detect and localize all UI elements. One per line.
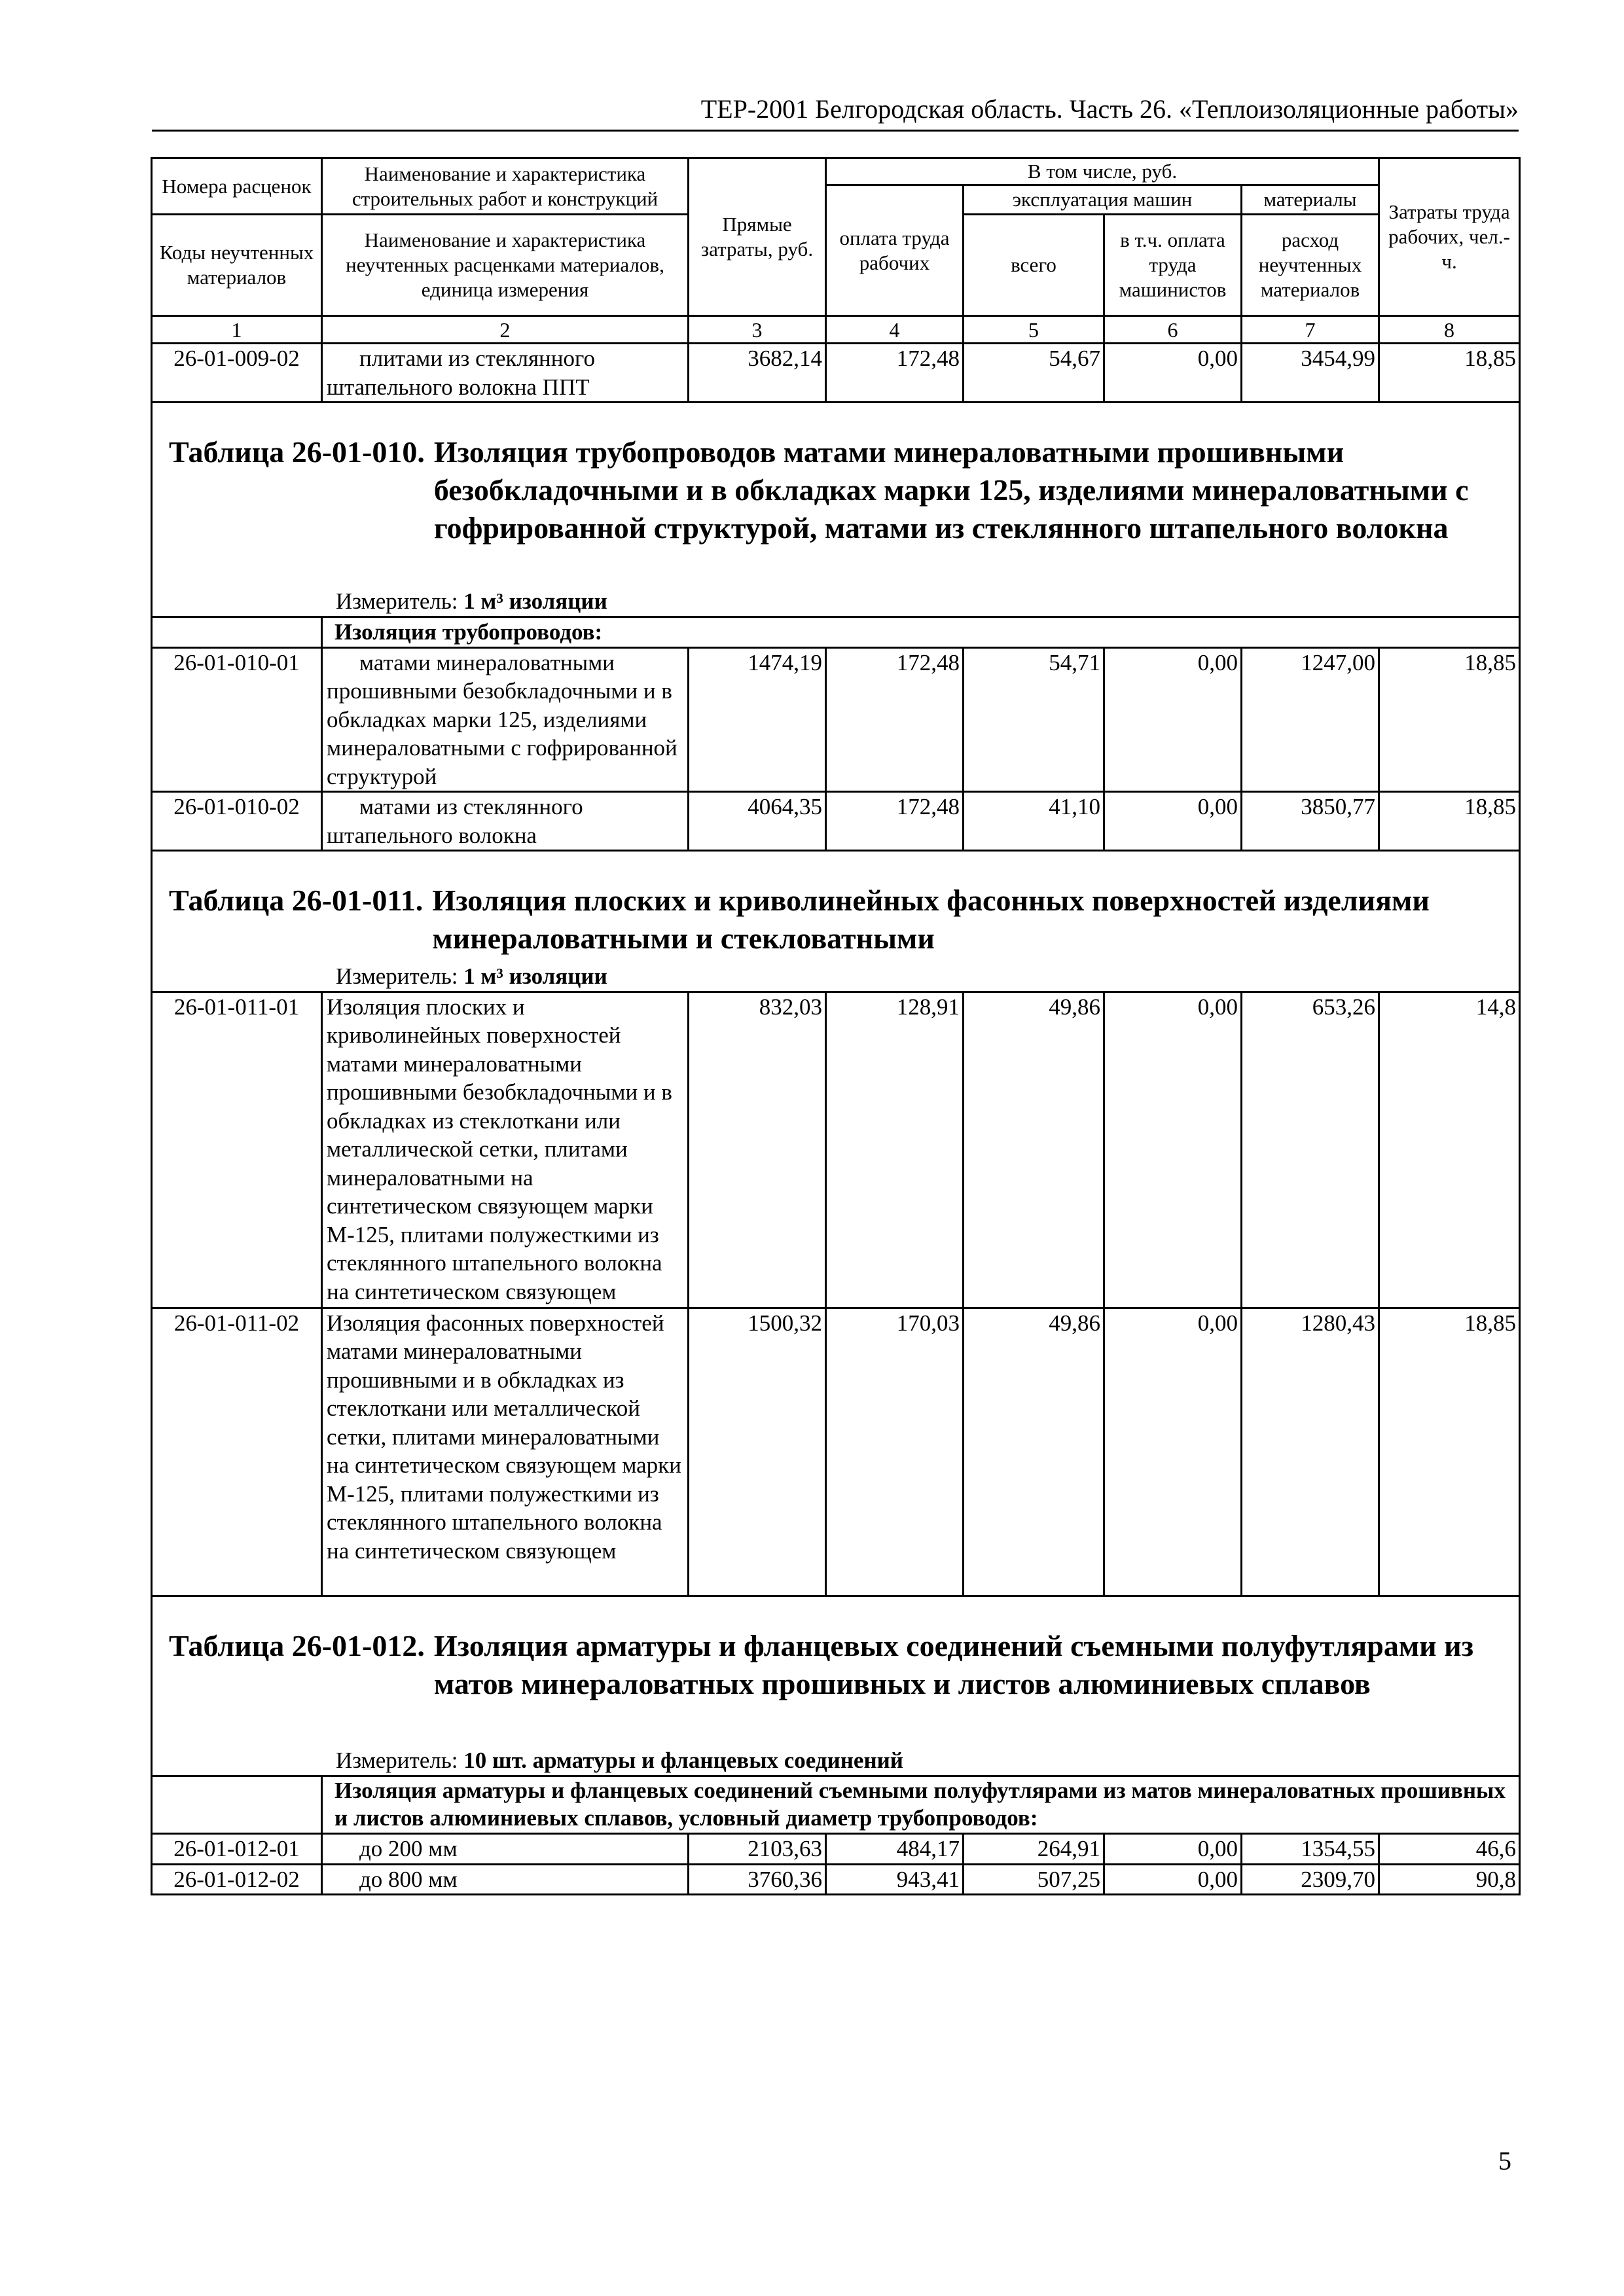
unit-value: 10 шт. арматуры и фланцевых соединений	[463, 1748, 903, 1773]
header-machines: эксплуатация машин	[964, 185, 1242, 215]
machinists-pay-value: 0,00	[1104, 1834, 1242, 1865]
machinists-pay-value: 0,00	[1104, 992, 1242, 1308]
column-number: 5	[964, 316, 1104, 344]
labor-cost-value: 18,85	[1379, 344, 1520, 403]
unit-label: Измеритель:	[336, 588, 458, 614]
machines-value: 49,86	[964, 1308, 1104, 1596]
labor-pay-value: 170,03	[826, 1308, 964, 1596]
table-row	[152, 647, 1520, 792]
machines-value: 41,10	[964, 792, 1104, 851]
machines-value: 54,67	[964, 344, 1104, 403]
header-materials: материалы	[1242, 185, 1379, 215]
table-number: Таблица 26-01-012.	[169, 1628, 425, 1662]
header-direct-costs: Прямые затраты, руб.	[689, 158, 826, 316]
header-name-top: Наименование и характеристика строительных работ и конструкций	[322, 158, 689, 215]
header-labor-cost: Затраты труда рабочих, чел.-ч.	[1379, 158, 1520, 316]
machines-value: 54,71	[964, 647, 1104, 792]
column-number: 8	[1379, 316, 1520, 344]
direct-costs-value: 3760,36	[689, 1864, 826, 1895]
table-description: Изоляция трубопроводов матами минераловатными прошивными безобкладочными и в обкладках марки 125, изделиями минераловатными с гофрированной структурой, матами из стеклянного штапельного волокна	[433, 435, 1469, 545]
labor-cost-value: 46,6	[1379, 1834, 1520, 1865]
labor-pay-value: 943,41	[826, 1864, 964, 1895]
table-number: Таблица 26-01-011.	[169, 884, 424, 917]
table-010-unit	[152, 587, 1520, 617]
labor-cost-value: 18,85	[1379, 1308, 1520, 1596]
rate-code: 26-01-010-02	[152, 792, 322, 851]
table-row	[152, 1834, 1520, 1865]
table-number: Таблица 26-01-010.	[169, 435, 425, 469]
unit-value: 1 м³ изоляции	[463, 963, 607, 989]
table-description: Изоляция плоских и криволинейных фасонных поверхностей изделиями минераловатными и стекловатными	[432, 884, 1430, 955]
header-materials-use: расход неучтенных материалов	[1242, 215, 1379, 316]
unit-label: Измеритель:	[336, 963, 458, 989]
header-rule	[152, 130, 1519, 132]
section-heading: Изоляция арматуры и фланцевых соединений съемными полуфутлярами из матов минераловатных прошивных и листов алюминиевых сплавов, условный диаметр трубопроводов:	[322, 1776, 1520, 1834]
machines-value: 264,91	[964, 1834, 1104, 1865]
materials-value: 653,26	[1242, 992, 1379, 1308]
rate-name: матами минераловатными прошивными безобкладочными и в обкладках марки 125, изделиями минераловатными с гофрированной структурой	[322, 647, 689, 792]
column-number: 6	[1104, 316, 1242, 344]
rate-name: до 800 мм	[322, 1864, 689, 1895]
table-012-unit	[152, 1746, 1520, 1776]
machinists-pay-value: 0,00	[1104, 647, 1242, 792]
rates-table	[151, 157, 1521, 1895]
machinists-pay-value: 0,00	[1104, 792, 1242, 851]
table-011-unit	[152, 962, 1520, 992]
header-code-top: Номера расценок	[152, 158, 322, 215]
column-number: 7	[1242, 316, 1379, 344]
running-header: ТЕР-2001 Белгородская область. Часть 26. «Теплоизоляционные работы»	[700, 94, 1519, 124]
materials-value: 2309,70	[1242, 1864, 1379, 1895]
machines-value: 49,86	[964, 992, 1104, 1308]
labor-pay-value: 484,17	[826, 1834, 964, 1865]
table-row	[152, 792, 1520, 851]
column-number: 1	[152, 316, 322, 344]
rate-code: 26-01-012-01	[152, 1834, 322, 1865]
column-number: 2	[322, 316, 689, 344]
table-010-title	[152, 403, 1520, 587]
labor-cost-value: 18,85	[1379, 647, 1520, 792]
header-machinists-pay: в т.ч. оплата труда машинистов	[1104, 215, 1242, 316]
rate-code: 26-01-012-02	[152, 1864, 322, 1895]
direct-costs-value: 3682,14	[689, 344, 826, 403]
rate-name: матами из стеклянного штапельного волокна	[322, 792, 689, 851]
rate-name: до 200 мм	[322, 1834, 689, 1865]
machinists-pay-value: 0,00	[1104, 344, 1242, 403]
section-heading: Изоляция трубопроводов:	[322, 617, 1520, 647]
direct-costs-value: 2103,63	[689, 1834, 826, 1865]
machinists-pay-value: 0,00	[1104, 1308, 1242, 1596]
labor-cost-value: 18,85	[1379, 792, 1520, 851]
header-labor-pay: оплата труда рабочих	[826, 185, 964, 316]
table-011-title	[152, 851, 1520, 962]
unit-value: 1 м³ изоляции	[463, 588, 607, 614]
labor-cost-value: 90,8	[1379, 1864, 1520, 1895]
table-row	[152, 1308, 1520, 1596]
empty-cell	[152, 1776, 322, 1834]
header-machines-total: всего	[964, 215, 1104, 316]
labor-pay-value: 172,48	[826, 344, 964, 403]
page-number: 5	[1498, 2146, 1511, 2176]
direct-costs-value: 832,03	[689, 992, 826, 1308]
machines-value: 507,25	[964, 1864, 1104, 1895]
table-row	[152, 1864, 1520, 1895]
direct-costs-value: 4064,35	[689, 792, 826, 851]
materials-value: 1280,43	[1242, 1308, 1379, 1596]
rate-name: плитами из стеклянного штапельного волокна ППТ	[322, 344, 689, 403]
direct-costs-value: 1500,32	[689, 1308, 826, 1596]
labor-cost-value: 14,8	[1379, 992, 1520, 1308]
rate-name: Изоляция плоских и криволинейных поверхностей матами минераловатными прошивными безобкладочными и в обкладках из стеклоткани или металлической сетки, плитами минераловатными на синтетическом связующем марки М-125, плитами полужесткими из стеклянного штапельного волокна на синтетическом связующем	[322, 992, 689, 1308]
column-number: 3	[689, 316, 826, 344]
table-row	[152, 992, 1520, 1308]
materials-value: 3850,77	[1242, 792, 1379, 851]
header-name-bottom: Наименование и характеристика неучтенных расценками материалов, единица измерения	[322, 215, 689, 316]
rate-code: 26-01-009-02	[152, 344, 322, 403]
labor-pay-value: 172,48	[826, 647, 964, 792]
rate-name: Изоляция фасонных поверхностей матами минераловатными прошивными и в обкладках из стеклоткани или металлической сетки, плитами минераловатными на синтетическом связующем марки М-125, плитами полужесткими из стеклянного штапельного волокна на синтетическом связующем	[322, 1308, 689, 1596]
materials-value: 3454,99	[1242, 344, 1379, 403]
header-code-bottom: Коды неучтенных материалов	[152, 215, 322, 316]
column-number: 4	[826, 316, 964, 344]
table-row	[152, 344, 1520, 403]
materials-value: 1354,55	[1242, 1834, 1379, 1865]
empty-cell	[152, 617, 322, 647]
rate-code: 26-01-010-01	[152, 647, 322, 792]
labor-pay-value: 128,91	[826, 992, 964, 1308]
materials-value: 1247,00	[1242, 647, 1379, 792]
table-description: Изоляция арматуры и фланцевых соединений съемными полуфутлярами из матов минераловатных прошивных и листов алюминиевых сплавов	[433, 1628, 1474, 1700]
rate-code: 26-01-011-01	[152, 992, 322, 1308]
table-012-title	[152, 1596, 1520, 1746]
labor-pay-value: 172,48	[826, 792, 964, 851]
unit-label: Измеритель:	[336, 1748, 458, 1773]
direct-costs-value: 1474,19	[689, 647, 826, 792]
header-including: В том числе, руб.	[826, 158, 1379, 185]
rate-code: 26-01-011-02	[152, 1308, 322, 1596]
machinists-pay-value: 0,00	[1104, 1864, 1242, 1895]
